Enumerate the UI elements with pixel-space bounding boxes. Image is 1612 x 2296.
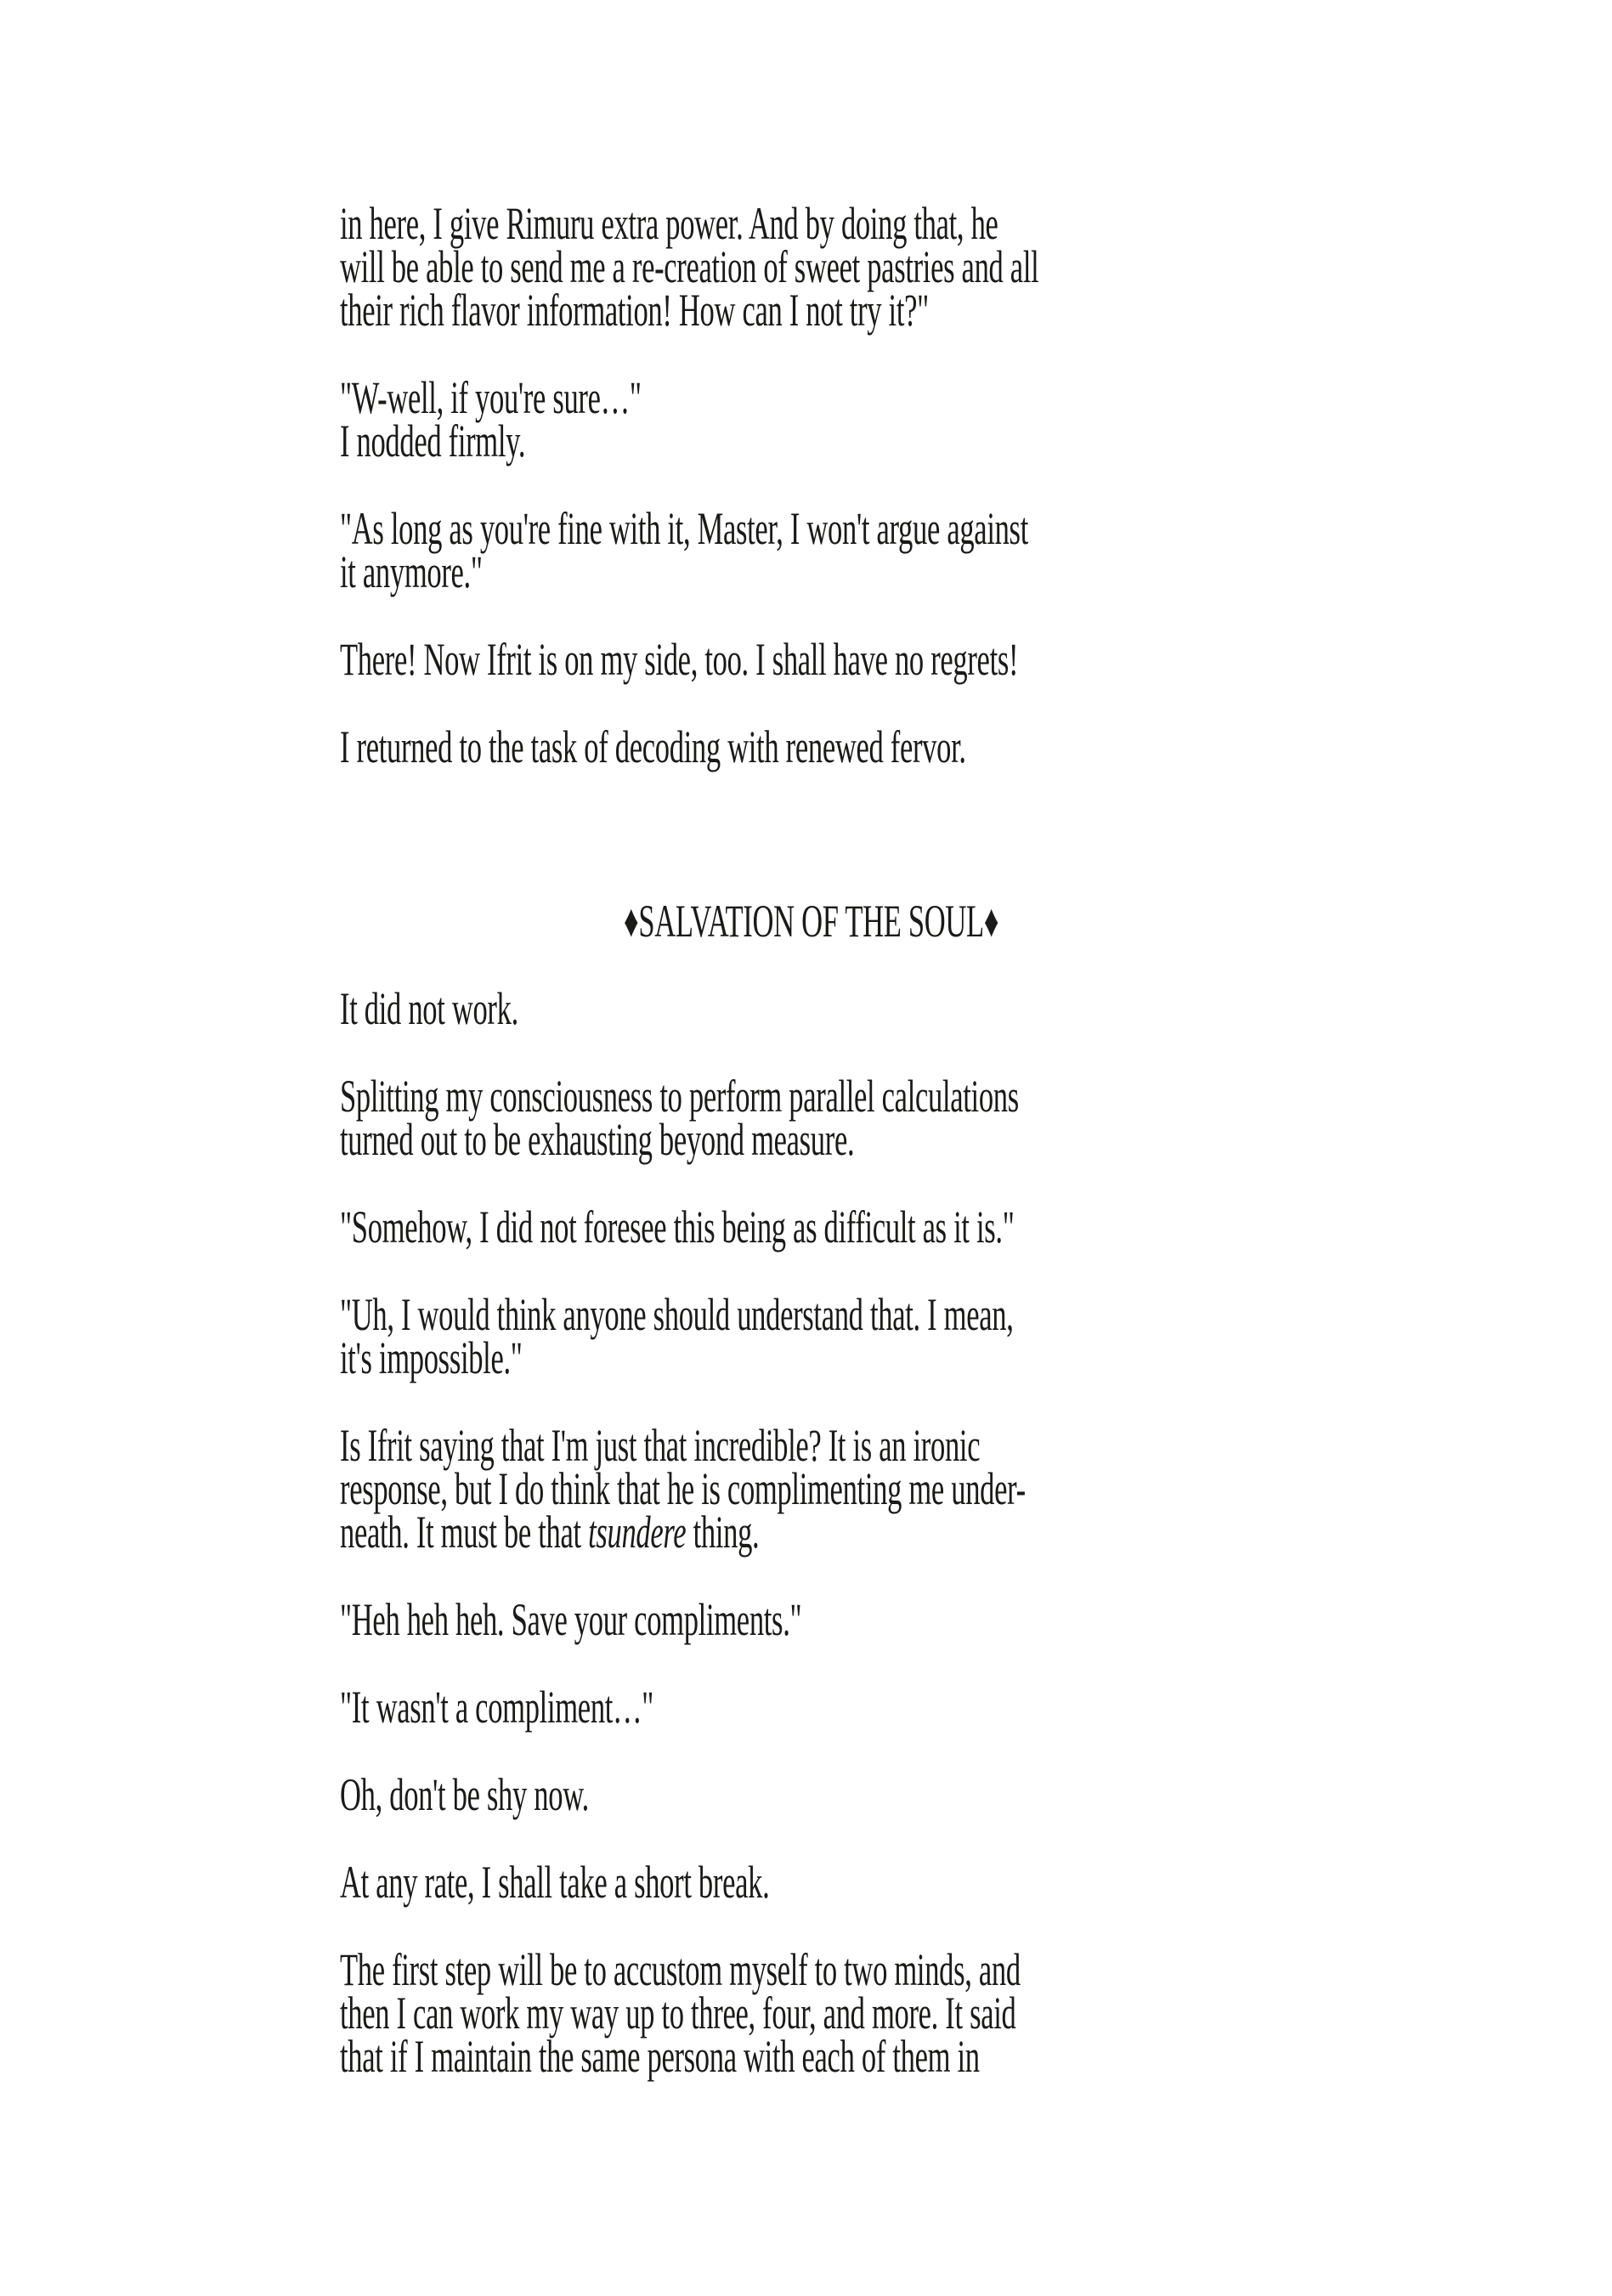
- text-line: I returned to the task of decoding with renewed fervor.: [340, 721, 966, 772]
- paragraph: [340, 198, 1283, 336]
- text-line: "Somehow, I did not foresee this being as difficult as it is.": [340, 1202, 1015, 1253]
- paragraph: [340, 1769, 1283, 1820]
- text-line: The first step will be to accustom myself to two minds, and: [340, 1944, 1021, 1995]
- text-column: [340, 198, 1283, 2082]
- paragraph: [340, 1594, 1283, 1645]
- section-header: [340, 896, 1283, 947]
- text-line: "As long as you're fine with it, Master, I won't argue against: [340, 503, 1028, 554]
- paragraph: [340, 503, 1283, 597]
- paragraph: [340, 1682, 1283, 1733]
- paragraph: [340, 1289, 1283, 1383]
- text-line: that if I maintain the same persona with each of them in: [340, 2031, 980, 2082]
- text-line: turned out to be exhausting beyond measure.: [340, 1114, 855, 1165]
- paragraph: [340, 1071, 1283, 1165]
- text-line: Splitting my consciousness to perform parallel calculations: [340, 1071, 1019, 1122]
- text-line: then I can work my way up to three, four, and more. It said: [340, 1988, 1016, 2039]
- text-line: their rich flavor information! How can I not try it?": [340, 285, 929, 336]
- text-line: neath. It must be that tsundere thing.: [340, 1507, 760, 1558]
- text-line: "W-well, if you're sure…": [340, 372, 642, 423]
- text-line: I nodded firmly.: [340, 416, 526, 467]
- paragraph: [340, 1202, 1283, 1253]
- text-line: "Heh heh heh. Save your compliments.": [340, 1594, 802, 1645]
- paragraph: [340, 634, 1283, 685]
- text-line: "Uh, I would think anyone should understand that. I mean,: [340, 1289, 1014, 1340]
- text-line: At any rate, I shall take a short break.: [340, 1857, 770, 1908]
- text-line: will be able to send me a re-creation of sweet pastries and all: [340, 241, 1039, 292]
- text-line: Is Ifrit saying that I'm just that incredible? It is an ironic: [340, 1420, 981, 1471]
- paragraph: [340, 1944, 1283, 2082]
- text-line: ♦SALVATION OF THE SOUL♦: [624, 896, 999, 947]
- paragraph: [340, 721, 1283, 772]
- text-line: "It wasn't a compliment…": [340, 1682, 654, 1733]
- paragraph: [340, 1857, 1283, 1908]
- text-line: There! Now Ifrit is on my side, too. I shall have no regrets!: [340, 634, 1019, 685]
- text-line: it's impossible.": [340, 1332, 523, 1383]
- text-line: it anymore.": [340, 546, 483, 597]
- text-line: It did not work.: [340, 983, 518, 1034]
- paragraph: [340, 983, 1283, 1034]
- text-line: Oh, don't be shy now.: [340, 1769, 589, 1820]
- text-line: response, but I do think that he is complimenting me under-: [340, 1463, 1026, 1514]
- paragraph: [340, 1420, 1283, 1558]
- text-line: in here, I give Rimuru extra power. And by doing that, he: [340, 198, 998, 249]
- paragraph: [340, 372, 1283, 467]
